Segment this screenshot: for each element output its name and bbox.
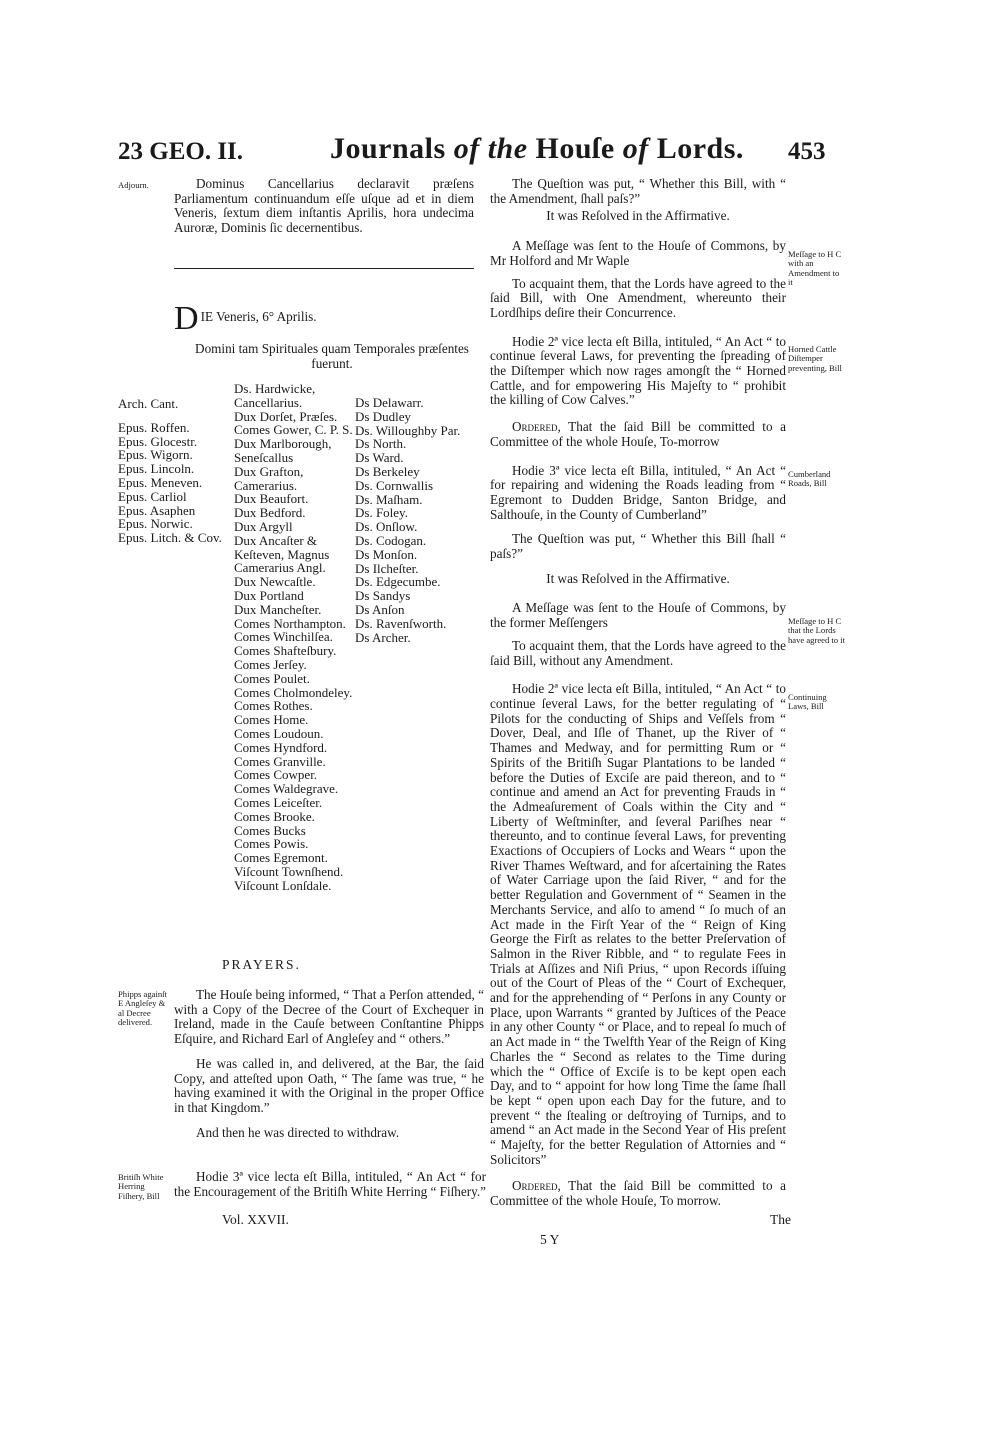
- peer-entry: Dux Beaufort.: [234, 491, 309, 507]
- peer-entry: Ds. Willoughby Par.: [355, 422, 461, 438]
- peer-entry: Comes Northampton.: [234, 615, 346, 631]
- peer-entry: Ds North.: [355, 436, 407, 452]
- margin-note-cumberland: Cumberland Roads, Bill: [788, 469, 831, 489]
- phipps-entry: The Houſe being informed, “ That a Perſon attended, “ with a Copy of the Decree of the Court of Exchequer in Ireland, made in the Cauſe between Conſtantine Phipps Eſquire, and Richard Earl of Angleſey and “ others.” He was called in, and delivered, at the Bar, the ſaid Copy, and atteſted upon Oath, “ The ſame was true, “ he having examined it with the Original in the proper Office in that Kingdom.” And then he was directed to withdraw.: [174, 987, 484, 1140]
- regnal-year: 23 GEO. II.: [118, 138, 244, 165]
- peer-entry: Ds. Edgecumbe.: [355, 574, 441, 590]
- margin-note-phipps: Phipps againſt E Angleſey & al Decree delivered.: [118, 989, 167, 1028]
- peer-entry: Ds. Cornwallis: [355, 477, 433, 493]
- peers-list-2: [355, 396, 475, 644]
- margin-note-message-agreed: Meſſage to H C that the Lords have agreed to it: [788, 616, 846, 645]
- peer-entry: Dux Argyll: [234, 518, 293, 534]
- peer-entry: Viſcount Lonſdale.: [234, 877, 332, 893]
- peer-entry: Comes Cholmondeley.: [234, 684, 353, 700]
- bishop-entry: Arch. Cant.: [118, 396, 179, 411]
- margin-note-adjourn: Adjourn.: [118, 180, 149, 190]
- bishop-entry: Epus. Litch. & Cov.: [118, 530, 222, 546]
- peer-entry: Dux Bedford.: [234, 505, 306, 521]
- peers-list-1: [234, 382, 354, 892]
- peer-entry: Comes Leiceſter.: [234, 794, 323, 810]
- drop-capital: D: [174, 300, 199, 337]
- volume-signature: Vol. XXVII.: [222, 1212, 289, 1227]
- peer-entry: Comes Loudoun.: [234, 725, 324, 741]
- bishop-entry: Epus. Roffen.: [118, 419, 190, 435]
- peer-entry: Ds. Codogan.: [355, 532, 427, 548]
- peer-entry: Comes Hyndford.: [234, 739, 328, 755]
- journal-title: Journals of the Houſe of Lords.: [330, 132, 744, 165]
- prayers-heading: PRAYERS.: [222, 957, 301, 972]
- catchword: The: [770, 1212, 791, 1227]
- bishop-entry: Epus. Norwic.: [118, 516, 193, 532]
- peer-entry: Comes Poulet.: [234, 670, 310, 686]
- herring-entry: Hodie 3ª vice lecta eſt Billa, intituled, “ An Act “ for the Encouragement of the Britiſh White Herring “ Fiſhery.”: [174, 1169, 487, 1199]
- bishop-entry: Epus. Glocestr.: [118, 433, 198, 449]
- peer-entry: Ds Monſon.: [355, 546, 418, 562]
- margin-note-herring: Britiſh White Herring Fiſhery, Bill: [118, 1172, 164, 1201]
- signature-mark: 5 Y: [540, 1232, 560, 1247]
- peer-entry: Ds. Foley.: [355, 505, 408, 521]
- peer-entry: Ds Sandys: [355, 588, 411, 604]
- peer-entry: Dux Mancheſter.: [234, 601, 322, 617]
- peer-entry: Ds. Ravenſworth.: [355, 615, 447, 631]
- peer-entry: Ds Anſon: [355, 601, 405, 617]
- peer-entry: Ds. Maſham.: [355, 491, 423, 507]
- peer-entry: Ds Berkeley: [355, 463, 420, 479]
- page-number: 453: [788, 138, 826, 165]
- peer-entry: Comes Egremont.: [234, 850, 328, 866]
- peer-entry: Dux Newcaſtle.: [234, 574, 316, 590]
- die-heading: D IE Veneris, 6° Aprilis.: [174, 300, 317, 337]
- peer-entry: Comes Granville.: [234, 753, 326, 769]
- right-column: The Queſtion was put, “ Whether this Bill, with “ the Amendment, ſhall paſs?” It was Reſolved in the Affirmative. A Meſſage was ſent to the Houſe of Commons, by Mr Holford and Mr Waple To acquaint them, that the Lords have agreed to the ſaid Bill, with One Amendment, whereunto their Lordſhips deſire their Concurrence. Hodie 2ª vice lecta eſt Billa, intituled, “ An Act “ to continue ſeveral Laws, for preventing the ſpreading of the Diſtemper which now rages amongſt the “ Horned Cattle, and for empowering His Majeſty to “ prohibit the killing of Cow Calves.” Ordered, That the ſaid Bill be committed to a Committee of the whole Houſe, To-morrow Hodie 3ª vice lecta eſt Billa, intituled, “ An Act “ for repairing and widening the Roads leading from “ Egremont to Dudden Bridge, Santon Bridge, and Salthouſe, in the County of Cumberland” The Queſtion was put, “ Whether this Bill ſhall “ paſs?” It was Reſolved in the Affirmative. A Meſſage was ſent to the Houſe of Commons, by the former Meſſengers To acquaint them, that the Lords have agreed to the ſaid Bill, without any Amendment. Hodie 2ª vice lecta eſt Billa, intituled, “ An Act “ to continue ſeveral Laws, for the better regulating of “ Pilots for the conducting of Ships and Veſſels from “ Dover, Deal, and Iſle of Thanet, up the River of “ Thames and Medway, and for permitting Rum or “ Spirits of the Britiſh Sugar Plantations to be landed “ before the Duties of Exciſe are paid thereon, and to “ continue and amend an Act for preventing Frauds in “ the Admeaſurement of Coals within the City and “ Liberty of Weſtminſter, and ſeveral Pariſhes near “ thereunto, and to continue ſeveral Laws, for preventing Exactions of Occupiers of Locks and Wears “ upon the River Thames Weſtward, and for aſcertaining the Rates of Water Carriage upon the ſaid River, “ and for the better Regulation and Government of “ Seamen in the Merchants Service, and alſo to amend “ ſo much of an Act made in the Firſt Year of the “ Reign of King George the Firſt as relates to the better Preſervation of Salmon in the River Ribble, and “ to regulate Fees in Trials at Aſſizes and Niſi Prius, “ upon Records iſſuing out of the Court of Pleas of the “ Court of Exchequer, and for the apprehending of “ Perſons in any County or Place, upon Warrants “ granted by Juſtices of the Peace in any other County “ or Place, and to repeal ſo much of an Act made in “ the Twelfth Year of the Reign of King Charles the “ Second as relates to the Time during which the “ Office of Exciſe is to be kept open each Day, and to “ appoint for how long Time the ſame ſhall be kept “ open upon each Day for the future, and to prevent “ the ſtealing or deſtroying of Turnips, and to amend “ an Act made in the Second Year of His preſent “ Majeſty, for the better Regulation of Attornies and “ Solicitors” Ordered, That the ſaid Bill be committed to a Committee of the whole Houſe, To morrow.: [490, 176, 786, 1209]
- peer-entry: Comes Powis.: [234, 836, 309, 852]
- adjourn-paragraph: Dominus Cancellarius declaravit præſens Parliamentum continuandum eſſe uſque ad et in diem Veneris, ſextum diem inſtantis Aprilis, hora undecima Auroræ, Dominis ſic decernentibus.: [174, 176, 474, 236]
- bishop-entry: Epus. Wigorn.: [118, 447, 193, 463]
- peer-entry: Dux Marlborough, Seneſcallus: [234, 436, 332, 465]
- bishops-list: [118, 397, 238, 545]
- bishop-entry: Epus. Asaphen: [118, 502, 196, 518]
- bishop-entry: Epus. Carliol: [118, 488, 187, 504]
- peer-entry: Comes Shafteſbury.: [234, 643, 337, 659]
- margin-note-horned-cattle: Horned Cattle Diſtemper preventing, Bill: [788, 344, 842, 373]
- peer-entry: Ds. Onſlow.: [355, 519, 418, 535]
- peer-entry: Comes Rothes.: [234, 698, 313, 714]
- section-rule: [174, 268, 474, 269]
- domini-line: Domini tam Spirituales quam Temporales præſentes fuerunt.: [195, 341, 469, 371]
- bishop-entry: Epus. Meneven.: [118, 474, 203, 490]
- peer-entry: Comes Home.: [234, 712, 309, 728]
- bishop-entry: Epus. Lincoln.: [118, 461, 195, 477]
- peer-entry: Ds Dudley: [355, 408, 411, 424]
- peer-entry: Comes Cowper.: [234, 767, 318, 783]
- margin-note-message-amendment: Meſſage to H C with an Amendment to it: [788, 249, 842, 288]
- peer-entry: Comes Bucks: [234, 822, 306, 838]
- peer-entry: Comes Winchilſea.: [234, 629, 333, 645]
- peer-entry: Ds Ward.: [355, 450, 404, 466]
- peer-entry: Dux Ancaſter & Keſteven, Magnus Camerarius Angl.: [234, 532, 330, 576]
- peer-entry: Ds Delawarr.: [355, 395, 424, 410]
- peer-entry: Comes Waldegrave.: [234, 781, 339, 797]
- peer-entry: Dux Dorſet, Præſes.: [234, 408, 338, 424]
- peer-entry: Comes Jerſey.: [234, 656, 307, 672]
- peer-entry: Ds Archer.: [355, 629, 411, 645]
- peer-entry: Viſcount Townſhend.: [234, 863, 344, 879]
- peer-entry: Dux Portland: [234, 587, 304, 603]
- peer-entry: Ds Ilcheſter.: [355, 560, 419, 576]
- peer-entry: Comes Brooke.: [234, 808, 315, 824]
- peer-entry: Dux Grafton, Camerarius.: [234, 463, 304, 493]
- margin-note-continuing-laws: Continuing Laws, Bill: [788, 692, 827, 712]
- peer-entry: Ds. Hardwicke, Cancellarius.: [234, 381, 316, 410]
- peer-entry: Comes Gower, C. P. S.: [234, 422, 353, 438]
